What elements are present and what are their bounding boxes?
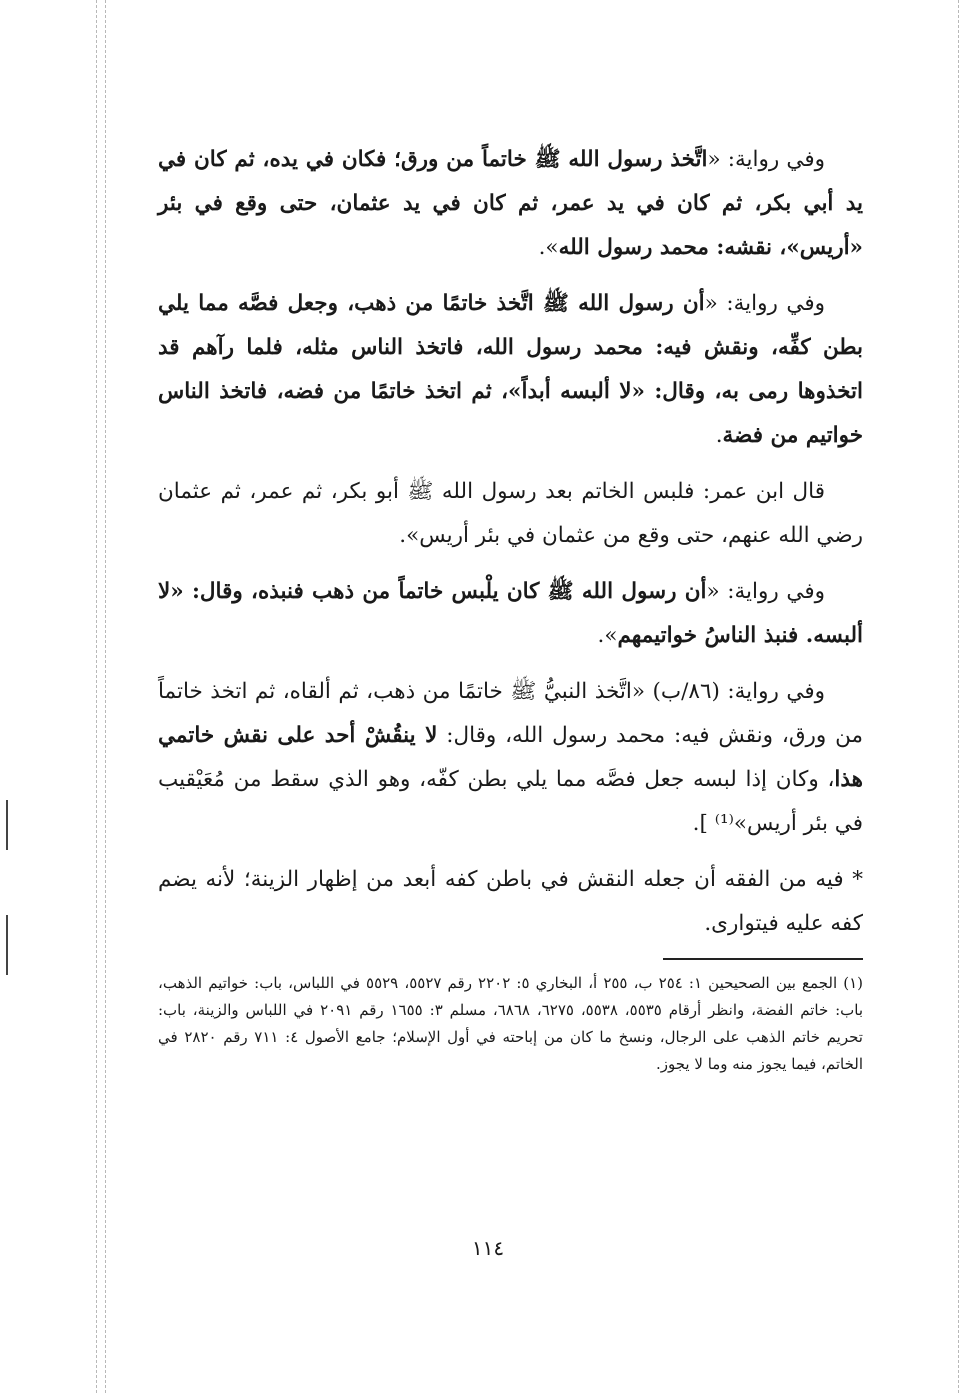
hadith-text: أن رسول الله ﷺ اتَّخذ خاتمًا من ذهب، وجعل فصَّه مما يلي بطن كفِّه، ونقش فيه: محمد رسول الله، فاتخذ الناس مثله، فلما رآهم قد اتخذوها رمى به، وقال: «لا ألبسه أبداً»، ثم اتخذ خاتمًا من فضه، فاتخذ الناس خواتيم من فضة xyxy=(158,291,863,448)
paragraph-commentary xyxy=(158,858,863,946)
paragraph-4 xyxy=(158,570,863,658)
margin-mark xyxy=(6,915,8,975)
paragraph-lead: وفي رواية: « xyxy=(704,291,825,316)
paragraph-text: وفي رواية: (٨٦/ب) «اتَّخذ النبيُّ ﷺ خاتمًا من ذهب، ثم ألقاه، ثم اتخذ خاتماً من ورق، ونقش فيه: محمد رسول الله، وقال: xyxy=(158,679,863,748)
hadith-text: لا ينقُشْ أحد على نقش خاتمي هذا xyxy=(158,723,863,792)
paragraph-text: ، وكان إذا لبسه جعل فصَّه مما يلي بطن كفّه، وهو الذي سقط من مُعَيْقيب في بئر أريس»⁽¹⁾ ]. xyxy=(158,767,863,836)
footnote-1: (١) الجمع بين الصحيحين ١: ٢٥٤ ب، ٢٥٥ أ، البخاري ٥: ٢٢٠٢ رقم ٥٥٢٧، ٥٥٢٩ في اللباس، باب: خواتيم الذهب، باب: خاتم الفضة، وانظر أرقام ٥٥٣٥، ٥٥٣٨، ٦٢٧٥، ٦٨٦٨، مسلم ٣: ١٦٥٥ رقم ٢٠٩١ في اللباس والزينة، باب: تحريم خاتم الذهب على الرجال، ونسخ ما كان من إباحته في أول الإسلام؛ جامع الأصول ٤: ٧١١ رقم ٢٨٢٠ في الخاتم، فيما يجوز منه وما لا يجوز. xyxy=(158,974,864,1073)
hadith-text: اتَّخذ رسول الله ﷺ خاتماً من ورق؛ فكان في يده، ثم كان في يد أبي بكر، ثم كان في يد عمر، ثم كان في يد عثمان، حتى وقع في بئر «أريس»، نقشه: محمد رسول الله xyxy=(158,147,863,260)
scan-edge-line xyxy=(96,0,97,1393)
paragraph-text: قال ابن عمر: فلبس الخاتم بعد رسول الله ﷺ أبو بكر، ثم عمر، ثم عثمان رضي الله عنهم، حتى وقع من عثمان في بئر أريس». xyxy=(158,479,863,548)
paragraph-tail: . xyxy=(715,423,723,448)
paragraph-tail: ». xyxy=(538,235,559,260)
footnote-separator xyxy=(663,958,863,960)
hadith-text: أن رسول الله ﷺ كان يلْبس خاتماً من ذهب فنبذه، وقال: «لا ألبسه. فنبذ الناسُ خواتيمهم xyxy=(158,579,863,648)
scan-edge-line xyxy=(105,0,106,1393)
paragraph-tail: ». xyxy=(597,623,618,648)
scan-edge-line xyxy=(958,0,959,1393)
margin-mark xyxy=(6,800,8,850)
paragraph-2 xyxy=(158,282,863,458)
paragraph-5 xyxy=(158,670,863,846)
paragraph-lead: وفي رواية: « xyxy=(707,147,826,172)
paragraph-lead: وفي رواية: « xyxy=(706,579,825,604)
paragraph-text: * فيه من الفقه أن جعله النقش في باطن كفه أبعد من إظهار الزينة؛ لأنه يضم كفه عليه فيتوارى. xyxy=(158,867,863,936)
page-number: ١١٤ xyxy=(471,1236,505,1260)
paragraph-3 xyxy=(158,470,863,558)
paragraph-1 xyxy=(158,138,863,270)
page-body xyxy=(158,138,863,1078)
